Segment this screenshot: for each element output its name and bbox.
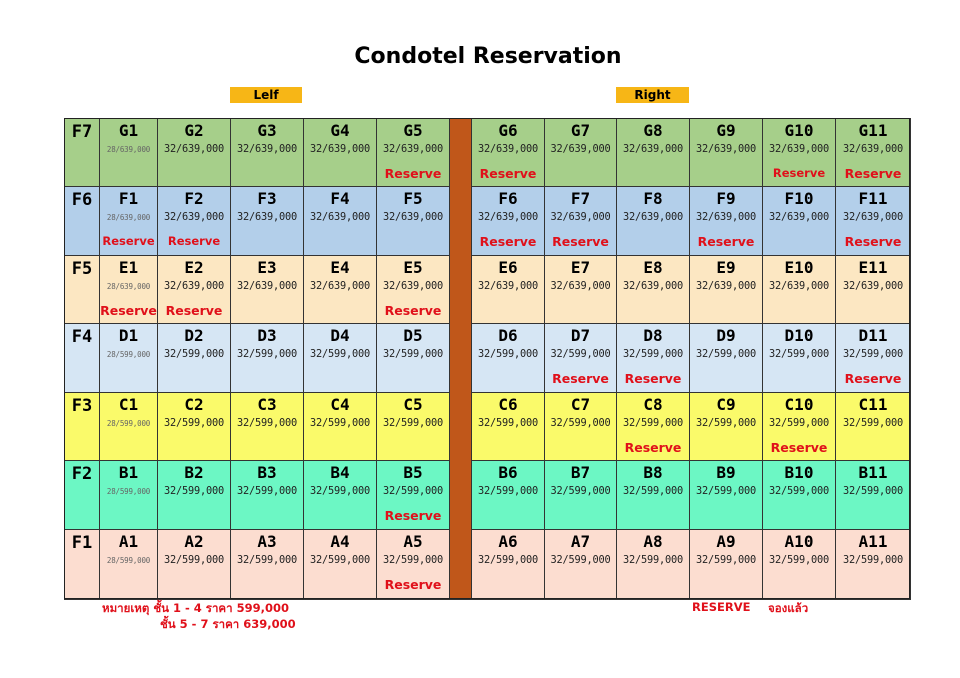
room-price: 32/639,000 <box>696 143 756 155</box>
room-price: 32/599,000 <box>164 417 224 429</box>
room-name: G4 <box>330 121 350 140</box>
room-price: 32/639,000 <box>237 143 297 155</box>
room-name: D1 <box>118 326 139 345</box>
room-name: F2 <box>184 189 204 208</box>
room-price: 32/599,000 <box>237 348 297 360</box>
room-cell-c7[interactable] <box>544 392 617 461</box>
room-name: G9 <box>716 121 736 140</box>
room-cell-f8[interactable] <box>616 186 690 256</box>
reserve-status: Reserve <box>844 234 902 249</box>
room-name: B4 <box>330 463 350 482</box>
legend-reserve-meaning: จองแล้ว <box>768 601 809 615</box>
room-price: 32/639,000 <box>237 280 297 292</box>
room-name: G11 <box>858 121 888 140</box>
room-price: 32/599,000 <box>383 417 443 429</box>
room-price: 32/599,000 <box>237 417 297 429</box>
room-price: 32/599,000 <box>550 348 611 360</box>
room-cell-b7[interactable] <box>544 460 617 530</box>
room-price: 28/599,000 <box>106 487 151 496</box>
room-name: C4 <box>330 395 350 414</box>
room-cell-g2[interactable] <box>157 118 231 187</box>
room-name: G3 <box>257 121 277 140</box>
reserve-status: Reserve <box>624 371 682 386</box>
room-cell-c6[interactable] <box>471 392 545 461</box>
room-cell-g4[interactable] <box>303 118 377 187</box>
room-cell-d1[interactable] <box>99 323 158 393</box>
room-price: 32/639,000 <box>383 143 443 155</box>
reserve-status: Reserve <box>479 166 537 181</box>
room-name: D8 <box>643 326 663 345</box>
room-price: 32/639,000 <box>478 211 538 223</box>
room-cell-g6[interactable] <box>471 118 545 187</box>
room-cell-d6[interactable] <box>471 323 545 393</box>
room-name: E7 <box>570 258 591 277</box>
room-price: 32/639,000 <box>769 280 829 292</box>
room-name: A7 <box>570 532 591 551</box>
room-name: D2 <box>184 326 204 345</box>
room-cell-f1[interactable] <box>99 186 158 256</box>
room-cell-a11[interactable] <box>835 529 911 600</box>
room-price: 32/599,000 <box>769 485 829 497</box>
room-name: A4 <box>330 532 350 551</box>
room-price: 32/639,000 <box>843 211 903 223</box>
room-price: 32/599,000 <box>843 417 903 429</box>
room-price: 32/599,000 <box>478 417 538 429</box>
room-name: B3 <box>257 463 277 482</box>
room-price: 32/639,000 <box>769 211 829 223</box>
room-name: D3 <box>257 326 277 345</box>
room-price: 32/639,000 <box>164 143 224 155</box>
floor-label: F4 <box>64 323 100 393</box>
room-name: A5 <box>403 532 423 551</box>
room-price: 32/639,000 <box>696 211 756 223</box>
room-price: 32/599,000 <box>383 348 443 360</box>
floor-label: F2 <box>64 460 100 530</box>
room-cell-a1[interactable] <box>99 529 158 600</box>
room-name: D7 <box>570 326 591 345</box>
room-name: A10 <box>784 532 814 551</box>
room-cell-g5[interactable] <box>376 118 450 187</box>
room-name: B9 <box>716 463 736 482</box>
room-cell-d7[interactable] <box>544 323 617 393</box>
room-cell-d8[interactable] <box>616 323 690 393</box>
room-name: B11 <box>858 463 888 482</box>
room-cell-c1[interactable] <box>99 392 158 461</box>
room-cell-b6[interactable] <box>471 460 545 530</box>
room-cell-a5[interactable] <box>376 529 450 600</box>
room-name: G7 <box>570 121 591 140</box>
room-price: 32/639,000 <box>550 280 611 292</box>
room-cell-d9[interactable] <box>689 323 763 393</box>
room-cell-b5[interactable] <box>376 460 450 530</box>
room-name: F8 <box>643 189 663 208</box>
room-name: G10 <box>784 121 814 140</box>
room-price: 32/599,000 <box>310 554 370 566</box>
room-name: F11 <box>858 189 888 208</box>
room-cell-e7[interactable] <box>544 255 617 324</box>
room-name: G2 <box>184 121 204 140</box>
room-cell-e6[interactable] <box>471 255 545 324</box>
reserve-status: Reserve <box>844 166 902 181</box>
room-name: F5 <box>403 189 423 208</box>
room-name: C2 <box>184 395 204 414</box>
room-price: 32/599,000 <box>164 554 224 566</box>
room-cell-f4[interactable] <box>303 186 377 256</box>
room-cell-f7[interactable] <box>544 186 617 256</box>
room-price: 32/599,000 <box>478 554 538 566</box>
reserve-status: Reserve <box>624 440 682 455</box>
room-name: B2 <box>184 463 204 482</box>
room-cell-f2[interactable] <box>157 186 231 256</box>
room-name: F3 <box>257 189 277 208</box>
reserve-status: Reserve <box>772 166 826 180</box>
room-price: 32/639,000 <box>550 211 611 223</box>
room-price: 32/639,000 <box>237 211 297 223</box>
room-cell-d10[interactable] <box>762 323 836 393</box>
room-name: E8 <box>643 258 663 277</box>
room-cell-d4[interactable] <box>303 323 377 393</box>
reserve-status: Reserve <box>479 234 537 249</box>
room-price: 32/599,000 <box>478 485 538 497</box>
room-cell-e10[interactable] <box>762 255 836 324</box>
room-cell-c8[interactable] <box>616 392 690 461</box>
room-name: B10 <box>784 463 814 482</box>
room-cell-b4[interactable] <box>303 460 377 530</box>
room-cell-e11[interactable] <box>835 255 911 324</box>
room-name: D6 <box>498 326 518 345</box>
reserve-status: Reserve <box>844 371 902 386</box>
right-side-label: Right <box>616 87 689 103</box>
room-cell-c4[interactable] <box>303 392 377 461</box>
floor-label: F6 <box>64 186 100 256</box>
room-price: 28/599,000 <box>106 350 151 359</box>
room-price: 28/639,000 <box>106 213 151 222</box>
room-cell-c10[interactable] <box>762 392 836 461</box>
room-price: 32/599,000 <box>164 348 224 360</box>
price-note-line-2: ชั้น 5 - 7 ราคา 639,000 <box>160 617 296 631</box>
room-name: C6 <box>498 395 518 414</box>
room-name: B6 <box>498 463 518 482</box>
room-price: 32/599,000 <box>164 485 224 497</box>
room-price: 32/639,000 <box>623 143 683 155</box>
room-name: E5 <box>403 258 423 277</box>
room-cell-a9[interactable] <box>689 529 763 600</box>
room-name: F4 <box>330 189 350 208</box>
floor-label: F1 <box>64 529 100 600</box>
reservation-grid <box>64 118 910 599</box>
reserve-status: Reserve <box>770 440 828 455</box>
room-price: 32/639,000 <box>310 211 370 223</box>
room-cell-a8[interactable] <box>616 529 690 600</box>
reserve-status: Reserve <box>697 234 755 249</box>
room-cell-f11[interactable] <box>835 186 911 256</box>
room-name: G8 <box>643 121 663 140</box>
reserve-status: Reserve <box>384 166 442 181</box>
room-name: A1 <box>118 532 139 551</box>
room-name: G5 <box>403 121 423 140</box>
room-name: C10 <box>784 395 814 414</box>
room-name: C7 <box>570 395 591 414</box>
room-cell-g9[interactable] <box>689 118 763 187</box>
room-price: 32/599,000 <box>769 348 829 360</box>
room-cell-f9[interactable] <box>689 186 763 256</box>
room-price: 32/599,000 <box>237 485 297 497</box>
room-cell-f6[interactable] <box>471 186 545 256</box>
room-price: 32/599,000 <box>623 417 683 429</box>
room-name: D9 <box>716 326 736 345</box>
room-price: 32/599,000 <box>383 485 443 497</box>
room-price: 32/599,000 <box>478 348 538 360</box>
room-price: 32/599,000 <box>696 485 756 497</box>
room-cell-e5[interactable] <box>376 255 450 324</box>
room-name: C5 <box>403 395 423 414</box>
room-cell-f5[interactable] <box>376 186 450 256</box>
room-price: 32/599,000 <box>310 348 370 360</box>
price-note-line-1: หมายเหตุ ชั้น 1 - 4 ราคา 599,000 <box>102 601 289 615</box>
room-price: 32/599,000 <box>696 348 756 360</box>
room-name: B8 <box>643 463 663 482</box>
room-name: C11 <box>858 395 888 414</box>
room-cell-g7[interactable] <box>544 118 617 187</box>
room-cell-a6[interactable] <box>471 529 545 600</box>
room-cell-e2[interactable] <box>157 255 231 324</box>
room-name: D4 <box>330 326 350 345</box>
room-cell-e8[interactable] <box>616 255 690 324</box>
room-price: 32/639,000 <box>623 280 683 292</box>
room-price: 32/639,000 <box>696 280 756 292</box>
room-name: E1 <box>118 258 139 277</box>
page-title: Condotel Reservation <box>354 44 622 69</box>
room-name: E3 <box>257 258 277 277</box>
room-price: 32/639,000 <box>478 280 538 292</box>
room-name: E11 <box>858 258 888 277</box>
room-price: 32/639,000 <box>164 280 224 292</box>
room-price: 32/599,000 <box>769 554 829 566</box>
room-name: G6 <box>498 121 518 140</box>
room-name: E9 <box>716 258 736 277</box>
room-price: 32/599,000 <box>843 485 903 497</box>
room-name: D11 <box>858 326 888 345</box>
room-cell-b10[interactable] <box>762 460 836 530</box>
room-cell-c9[interactable] <box>689 392 763 461</box>
room-cell-g10[interactable] <box>762 118 836 187</box>
room-name: A8 <box>643 532 663 551</box>
room-price: 32/599,000 <box>696 417 756 429</box>
reserve-status: Reserve <box>552 371 609 386</box>
room-cell-a10[interactable] <box>762 529 836 600</box>
room-cell-a2[interactable] <box>157 529 231 600</box>
room-price: 32/599,000 <box>696 554 756 566</box>
legend-reserve-key: RESERVE <box>692 600 751 614</box>
room-price: 32/599,000 <box>310 417 370 429</box>
room-cell-b9[interactable] <box>689 460 763 530</box>
room-price: 28/639,000 <box>106 282 151 291</box>
room-price: 32/639,000 <box>164 211 224 223</box>
reserve-status: Reserve <box>384 303 442 318</box>
room-cell-b3[interactable] <box>230 460 304 530</box>
room-price: 32/599,000 <box>623 554 683 566</box>
room-name: F7 <box>570 189 591 208</box>
reserve-status: Reserve <box>100 303 157 318</box>
floor-label: F3 <box>64 392 100 461</box>
room-cell-e1[interactable] <box>99 255 158 324</box>
corridor-divider <box>449 118 472 600</box>
room-name: C3 <box>257 395 277 414</box>
room-name: F10 <box>784 189 814 208</box>
room-name: B7 <box>570 463 591 482</box>
room-price: 32/599,000 <box>623 485 683 497</box>
room-price: 32/599,000 <box>623 348 683 360</box>
room-price: 32/639,000 <box>310 280 370 292</box>
room-name: E4 <box>330 258 350 277</box>
reserve-status: Reserve <box>167 234 221 248</box>
room-cell-f10[interactable] <box>762 186 836 256</box>
room-name: G1 <box>118 121 139 140</box>
room-cell-b11[interactable] <box>835 460 911 530</box>
room-price: 32/639,000 <box>843 280 903 292</box>
room-price: 28/599,000 <box>106 419 151 428</box>
reserve-status: Reserve <box>552 234 609 249</box>
room-price: 32/639,000 <box>478 143 538 155</box>
room-cell-b8[interactable] <box>616 460 690 530</box>
room-price: 32/599,000 <box>843 348 903 360</box>
room-cell-e3[interactable] <box>230 255 304 324</box>
room-name: C8 <box>643 395 663 414</box>
room-price: 32/599,000 <box>550 554 611 566</box>
room-cell-a3[interactable] <box>230 529 304 600</box>
room-price: 32/599,000 <box>550 417 611 429</box>
room-cell-d11[interactable] <box>835 323 911 393</box>
room-price: 28/599,000 <box>106 556 151 565</box>
room-price: 32/639,000 <box>383 280 443 292</box>
floor-label: F5 <box>64 255 100 324</box>
room-name: B5 <box>403 463 423 482</box>
room-cell-a4[interactable] <box>303 529 377 600</box>
room-cell-g1[interactable] <box>99 118 158 187</box>
room-cell-f3[interactable] <box>230 186 304 256</box>
room-price: 32/599,000 <box>843 554 903 566</box>
room-cell-c11[interactable] <box>835 392 911 461</box>
room-price: 32/639,000 <box>383 211 443 223</box>
room-cell-c2[interactable] <box>157 392 231 461</box>
left-side-label: Lelf <box>230 87 302 103</box>
room-cell-d3[interactable] <box>230 323 304 393</box>
room-cell-d2[interactable] <box>157 323 231 393</box>
room-cell-b2[interactable] <box>157 460 231 530</box>
room-name: E10 <box>784 258 814 277</box>
room-name: A3 <box>257 532 277 551</box>
room-name: E6 <box>498 258 518 277</box>
room-name: F9 <box>716 189 736 208</box>
room-name: C1 <box>118 395 139 414</box>
room-name: A11 <box>858 532 888 551</box>
room-name: D5 <box>403 326 423 345</box>
room-price: 32/639,000 <box>623 211 683 223</box>
room-name: D10 <box>784 326 814 345</box>
room-cell-a7[interactable] <box>544 529 617 600</box>
room-name: A6 <box>498 532 518 551</box>
room-price: 28/639,000 <box>106 145 151 154</box>
room-name: A9 <box>716 532 736 551</box>
room-price: 32/639,000 <box>843 143 903 155</box>
room-price: 32/599,000 <box>550 485 611 497</box>
room-price: 32/639,000 <box>550 143 611 155</box>
room-cell-e4[interactable] <box>303 255 377 324</box>
room-name: F6 <box>498 189 518 208</box>
room-name: A2 <box>184 532 204 551</box>
room-price: 32/599,000 <box>310 485 370 497</box>
reserve-status: Reserve <box>384 508 442 523</box>
room-price: 32/639,000 <box>310 143 370 155</box>
room-name: F1 <box>118 189 139 208</box>
room-cell-g3[interactable] <box>230 118 304 187</box>
room-price: 32/599,000 <box>237 554 297 566</box>
room-cell-c5[interactable] <box>376 392 450 461</box>
reserve-status: Reserve <box>102 234 155 248</box>
room-price: 32/599,000 <box>769 417 829 429</box>
room-cell-g8[interactable] <box>616 118 690 187</box>
room-name: C9 <box>716 395 736 414</box>
room-price: 32/599,000 <box>383 554 443 566</box>
room-name: E2 <box>184 258 204 277</box>
room-cell-g11[interactable] <box>835 118 911 187</box>
room-cell-b1[interactable] <box>99 460 158 530</box>
reserve-status: Reserve <box>165 303 223 318</box>
room-cell-c3[interactable] <box>230 392 304 461</box>
room-name: B1 <box>118 463 139 482</box>
room-cell-e9[interactable] <box>689 255 763 324</box>
room-cell-d5[interactable] <box>376 323 450 393</box>
room-price: 32/639,000 <box>769 143 829 155</box>
reserve-status: Reserve <box>384 577 442 592</box>
floor-label: F7 <box>64 118 100 187</box>
